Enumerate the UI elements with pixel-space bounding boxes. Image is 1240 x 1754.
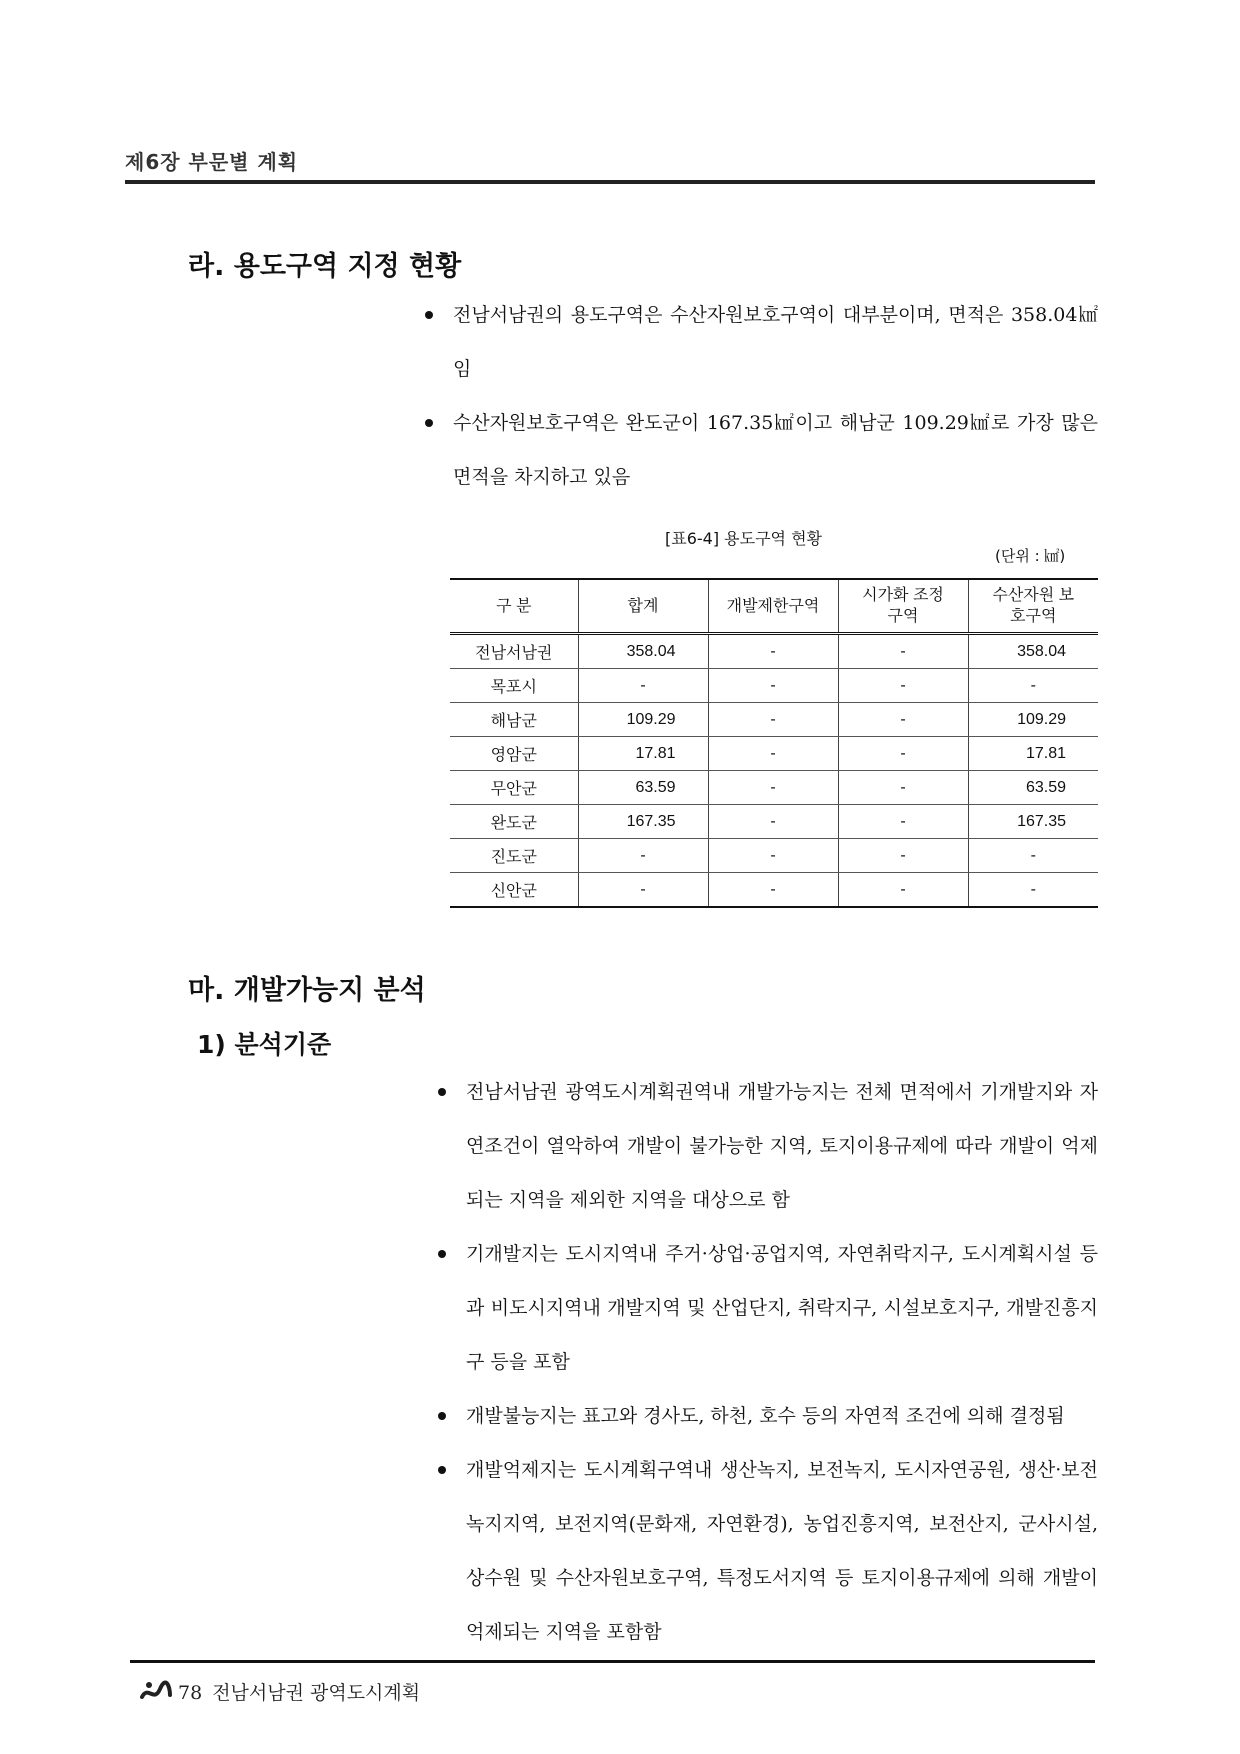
footer-title: 전남서남권 광역도시계획 [212, 1682, 421, 1704]
greenbelt-cell: - [708, 703, 838, 737]
total-cell: 63.59 [578, 771, 708, 805]
region-cell: 전남서남권 [450, 634, 578, 669]
region-cell: 완도군 [450, 805, 578, 839]
region-cell: 무안군 [450, 771, 578, 805]
header-urbanization-control: 시가화 조정구역 [838, 579, 968, 634]
total-cell: - [578, 669, 708, 703]
table-unit: (단위 : ㎢) [995, 547, 1066, 565]
section-ma-bullets [438, 1065, 1098, 1659]
table-row [450, 737, 1098, 771]
region-cell: 해남군 [450, 703, 578, 737]
bullet-text: 수산자원보호구역은 완도군이 167.35㎢이고 해남군 109.29㎢로 가장 많은 면적을 차지하고 있음 [453, 412, 1098, 488]
table-row [450, 771, 1098, 805]
greenbelt-cell: - [708, 771, 838, 805]
total-cell: 17.81 [578, 737, 708, 771]
list-item [438, 1443, 1098, 1659]
table-row [450, 805, 1098, 839]
table-header-row [450, 579, 1098, 634]
section-title-ma: 마. 개발가능지 분석 [188, 975, 426, 1006]
bullet-text: 기개발지는 도시지역내 주거·상업·공업지역, 자연취락지구, 도시계획시설 등과 비도시지역내 개발지역 및 산업단지, 취락지구, 시설보호지구, 개발진흥지구 등을 포함 [466, 1243, 1098, 1373]
bullet-icon [438, 1088, 446, 1096]
total-cell: 109.29 [578, 703, 708, 737]
chapter-header: 제6장 부문별 계획 [125, 150, 299, 174]
greenbelt-cell: - [708, 873, 838, 908]
footer-rule [130, 1660, 1095, 1663]
total-cell: - [578, 839, 708, 873]
urbanization-cell: - [838, 873, 968, 908]
section-ra-bullets [425, 288, 1098, 504]
section-title-ra: 라. 용도구역 지정 현황 [188, 251, 462, 282]
total-cell: 358.04 [578, 634, 708, 669]
list-item [438, 1389, 1098, 1443]
list-item [438, 1227, 1098, 1389]
table-caption: [표6-4] 용도구역 현황 [665, 529, 822, 548]
bullet-text: 전남서남권 광역도시계획권역내 개발가능지는 전체 면적에서 기개발지와 자연조건이 열악하여 개발이 불가능한 지역, 토지이용규제에 따라 개발이 억제되는 지역을 제외한 지역을 대상으로 함 [466, 1081, 1098, 1211]
urbanization-cell: - [838, 805, 968, 839]
page-number: 78 [178, 1682, 203, 1704]
header-rule [125, 180, 1095, 184]
header-greenbelt: 개발제한구역 [708, 579, 838, 634]
urbanization-cell: - [838, 737, 968, 771]
header-fishery-protection: 수산자원 보호구역 [968, 579, 1098, 634]
header-division: 구 분 [450, 579, 578, 634]
header-total: 합계 [578, 579, 708, 634]
bullet-icon [438, 1250, 446, 1258]
total-cell: - [578, 873, 708, 908]
region-cell: 목포시 [450, 669, 578, 703]
page-footer [140, 1677, 420, 1710]
table-row [450, 703, 1098, 737]
fishery-cell: 63.59 [968, 771, 1098, 805]
logo-icon [140, 1677, 172, 1710]
greenbelt-cell: - [708, 737, 838, 771]
table-row [450, 669, 1098, 703]
urbanization-cell: - [838, 669, 968, 703]
bullet-text: 전남서남권의 용도구역은 수산자원보호구역이 대부분이며, 면적은 358.04㎢임 [453, 304, 1098, 380]
list-item [425, 396, 1098, 504]
urbanization-cell: - [838, 839, 968, 873]
bullet-icon [438, 1412, 446, 1420]
bullet-icon [425, 311, 433, 319]
region-cell: 신안군 [450, 873, 578, 908]
greenbelt-cell: - [708, 669, 838, 703]
fishery-cell: - [968, 669, 1098, 703]
bullet-icon [425, 419, 433, 427]
table-row [450, 839, 1098, 873]
greenbelt-cell: - [708, 805, 838, 839]
fishery-cell: 358.04 [968, 634, 1098, 669]
greenbelt-cell: - [708, 634, 838, 669]
fishery-cell: 167.35 [968, 805, 1098, 839]
fishery-cell: - [968, 839, 1098, 873]
table-row [450, 634, 1098, 669]
total-cell: 167.35 [578, 805, 708, 839]
urbanization-cell: - [838, 703, 968, 737]
zoning-table [450, 578, 1098, 908]
bullet-text: 개발억제지는 도시계획구역내 생산녹지, 보전녹지, 도시자연공원, 생산·보전녹지지역, 보전지역(문화재, 자연환경), 농업진흥지역, 보전산지, 군사시설, 상수원 및 수산자원보호구역, 특정도서지역 등 토지이용규제에 의해 개발이 억제되는 지역을 포함함 [466, 1459, 1098, 1643]
table-row [450, 873, 1098, 908]
bullet-icon [438, 1466, 446, 1474]
list-item [438, 1065, 1098, 1227]
fishery-cell: 17.81 [968, 737, 1098, 771]
fishery-cell: 109.29 [968, 703, 1098, 737]
fishery-cell: - [968, 873, 1098, 908]
region-cell: 진도군 [450, 839, 578, 873]
list-item [425, 288, 1098, 396]
urbanization-cell: - [838, 771, 968, 805]
urbanization-cell: - [838, 634, 968, 669]
subsection-title: 1) 분석기준 [197, 1030, 332, 1059]
bullet-text: 개발불능지는 표고와 경사도, 하천, 호수 등의 자연적 조건에 의해 결정됨 [466, 1405, 1065, 1427]
region-cell: 영암군 [450, 737, 578, 771]
greenbelt-cell: - [708, 839, 838, 873]
